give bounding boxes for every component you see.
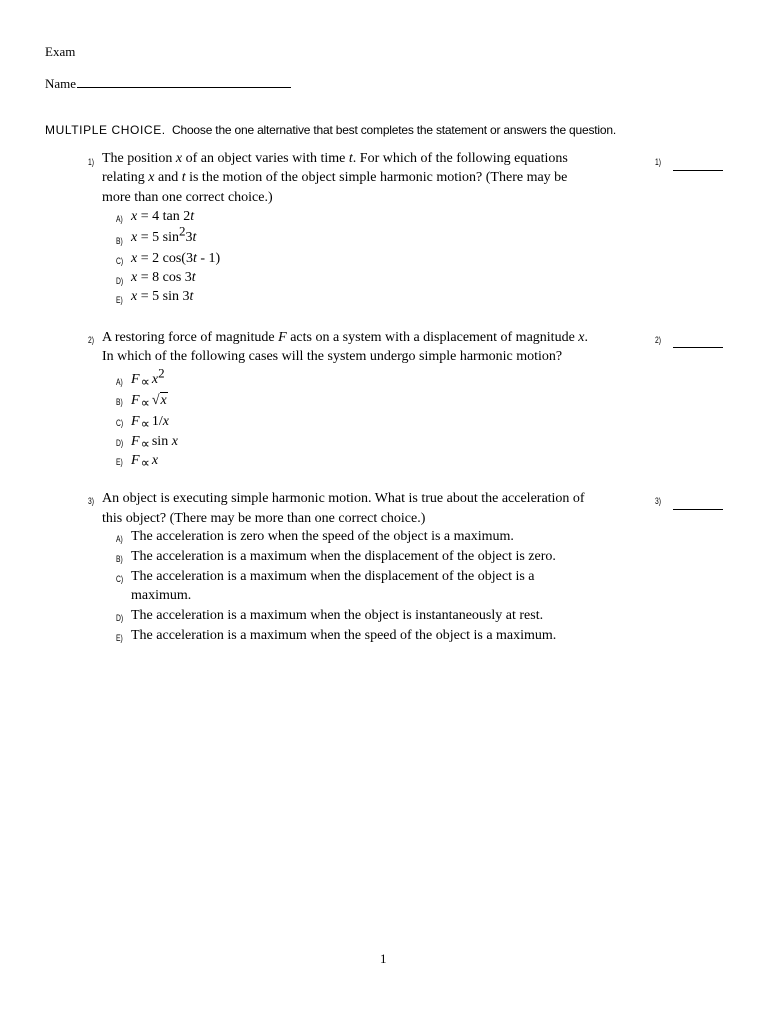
option-label: C) — [116, 574, 124, 584]
option-c[interactable]: x = 2 cos(3t - 1) — [131, 251, 221, 266]
option-label: C) — [116, 256, 124, 266]
question-text-line: more than one correct choice.) — [102, 190, 273, 205]
question-text-line: A restoring force of magnitude F acts on a system with a displacement of magnitude x. — [102, 330, 588, 345]
option-label: C) — [116, 418, 124, 428]
section-header — [45, 123, 616, 137]
option-label: D) — [116, 613, 124, 623]
answer-number: 1) — [655, 157, 662, 167]
option-b[interactable]: x = 5 $\sin^23t$ — [131, 223, 197, 245]
option-label: B) — [116, 236, 123, 246]
question-text-line: relating x and t is the motion of the object simple harmonic motion? (There may be — [102, 170, 568, 185]
section-title: MULTIPLE CHOICE. — [45, 123, 166, 137]
option-b[interactable]: F∝ √x — [131, 393, 167, 410]
name-blank[interactable] — [77, 76, 291, 88]
answer-number: 3) — [655, 496, 662, 506]
answer-blank[interactable] — [673, 170, 723, 171]
option-label: E) — [116, 295, 123, 305]
question-number: 1) — [88, 157, 95, 167]
option-label: B) — [116, 554, 123, 564]
section-instructions: Choose the one alternative that best completes the statement or answers the question. — [172, 123, 616, 137]
question-text-line: An object is executing simple harmonic motion. What is true about the acceleration of — [102, 491, 585, 506]
option-e[interactable]: The acceleration is a maximum when the speed of the object is a maximum. — [131, 628, 557, 643]
name-field[interactable] — [45, 76, 291, 92]
option-c[interactable]: F∝ 1/x — [131, 414, 169, 431]
option-label: A) — [116, 377, 123, 387]
option-label: E) — [116, 633, 123, 643]
answer-blank[interactable] — [673, 347, 723, 348]
question-number: 2) — [88, 335, 95, 345]
option-b[interactable]: The acceleration is a maximum when the displacement of the object is zero. — [131, 549, 556, 564]
question-text-line: In which of the following cases will the system undergo simple harmonic motion? — [102, 349, 563, 364]
name-label: Name — [45, 76, 77, 91]
option-d[interactable]: The acceleration is a maximum when the object is instantaneously at rest. — [131, 608, 544, 623]
option-a[interactable]: The acceleration is zero when the speed of the object is a maximum. — [131, 529, 514, 544]
option-label: E) — [116, 457, 123, 467]
exam-label: Exam — [45, 44, 76, 59]
question-text-line: this object? (There may be more than one correct choice.) — [102, 511, 426, 526]
option-label: D) — [116, 438, 124, 448]
option-d[interactable]: x = 8 cos 3t — [131, 270, 196, 285]
page-number: 1 — [380, 951, 387, 966]
option-c-line-2[interactable]: maximum. — [131, 588, 192, 603]
option-e[interactable]: x = 5 sin 3t — [131, 289, 194, 304]
answer-number: 2) — [655, 335, 662, 345]
question-text-line: The position x of an object varies with time t. For which of the following equations — [102, 151, 568, 166]
option-e[interactable]: F∝ x — [131, 453, 159, 470]
option-a[interactable]: $F\propto x^2$ — [131, 365, 165, 389]
option-label: A) — [116, 214, 123, 224]
option-label: A) — [116, 534, 123, 544]
option-c-line-1[interactable]: The acceleration is a maximum when the displacement of the object is a — [131, 569, 535, 584]
question-number: 3) — [88, 496, 95, 506]
option-label: B) — [116, 397, 123, 407]
answer-blank[interactable] — [673, 509, 723, 510]
option-d[interactable]: F∝ sin x — [131, 434, 178, 451]
option-label: D) — [116, 276, 124, 286]
option-a[interactable]: x = 4 tan 2t — [131, 209, 195, 224]
